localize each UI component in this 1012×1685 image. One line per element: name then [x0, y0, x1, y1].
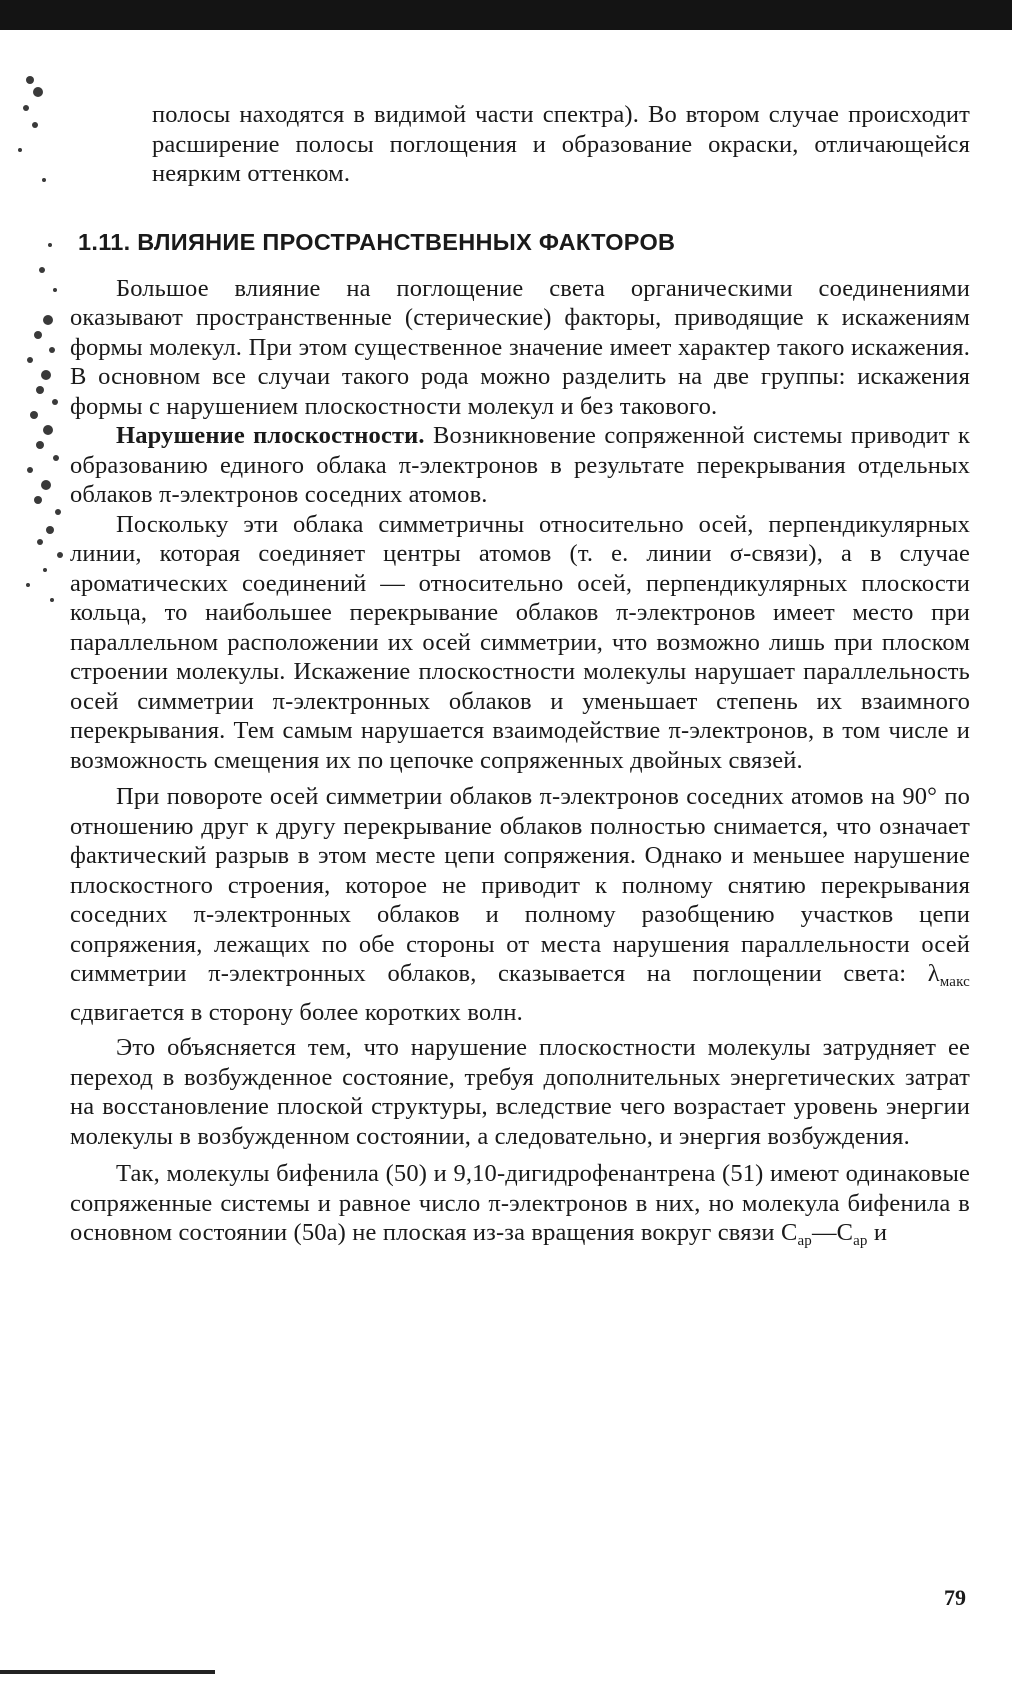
paragraph-4-end: сдвигается в сторону более коротких волн. [70, 998, 523, 1026]
intro-paragraph: полосы находятся в видимой части спектра). Во втором случае происходит расширение полосы поглощения и образование окраски, отличающейся неярким оттенком. [152, 101, 970, 187]
book-page [70, 100, 970, 1257]
bond-dash: —C [811, 1219, 854, 1246]
run-in-heading: Нарушение плоскостности. [116, 422, 425, 449]
page-number: 79 [944, 1585, 966, 1610]
paragraph-2 [70, 421, 970, 510]
paragraph-6 [70, 1159, 970, 1257]
paragraph-4 [70, 782, 970, 1027]
paragraph-1: Большое влияние на поглощение света органическими соединениями оказывают пространственные (стерические) факторы, приводящие к искажениям формы молекул. При этом существенное значение имеет характер такого искажения. В основном все случаи такого рода можно разделить на две группы: искажения формы с нарушением плоскостности молекул и без такового. [70, 274, 970, 420]
bond-subscript-2: ар [853, 1233, 868, 1249]
scan-binding-shadow [0, 30, 70, 650]
lambda-subscript: макс [939, 974, 970, 990]
scan-top-band [0, 0, 1012, 30]
paragraph-5: Это объясняется тем, что нарушение плоскостности молекулы затрудняет ее переход в возбужденное состояние, требуя дополнительных энергетических затрат на восстановление плоской структуры, вследствие чего возрастает уровень энергии молекулы в возбужденном состоянии, а следовательно, и энергия возбуждения. [70, 1034, 970, 1150]
section-heading: 1.11. ВЛИЯНИЕ ПРОСТРАНСТВЕННЫХ ФАКТОРОВ [78, 228, 676, 255]
paragraph-6-end: и [867, 1219, 888, 1246]
paragraph-6-text: Так, молекулы бифенила (50) и 9,10-дигидрофенантрена (51) имеют одинаковые сопряженные системы и равное число π-электронов в них, но молекула бифенила в основном состоянии (50а) не плоская из-за вращения вокруг связи C [70, 1160, 970, 1246]
scan-bottom-rule [0, 1670, 215, 1674]
paragraph-2-text: Возникновение сопряженной системы приводит к образованию единого облака π-электронов в результате перекрывания отдельных облаков π-электронов соседних атомов. [70, 422, 970, 508]
paragraph-4-text: При повороте осей симметрии облаков π-электронов соседних атомов на 90° по отношению друг к другу перекрывание облаков полностью снимается, что означает фактический разрыв в этом месте цепи сопряжения. Однако и меньшее нарушение плоскостного строения, которое не приводит к полному снятию перекрывания соседних π-электронных облаков и полному разобщению участков цепи сопряжения, лежащих по обе стороны от места нарушения параллельности осей симметрии π-электронных облаков, сказывается на поглощении света: λ [70, 783, 970, 987]
bond-subscript-1: ар [797, 1233, 812, 1249]
paragraph-3: Поскольку эти облака симметричны относительно осей, перпендикулярных линии, которая соединяет центры атомов (т. е. линии σ-связи), а в случае ароматических соединений — относительно осей, перпендикулярных плоскости кольца, то наибольшее перекрывание облаков π-электронов имеет место при параллельном расположении их осей симметрии, что возможно лишь при плоском строении молекулы. Искажение плоскостности молекулы нарушает параллельность осей симметрии π-электронных облаков и уменьшает степень их взаимного перекрывания. Тем самым нарушается взаимодействие π-электронов, в том числе и возможность смещения их по цепочке сопряженных двойных связей. [70, 510, 970, 774]
